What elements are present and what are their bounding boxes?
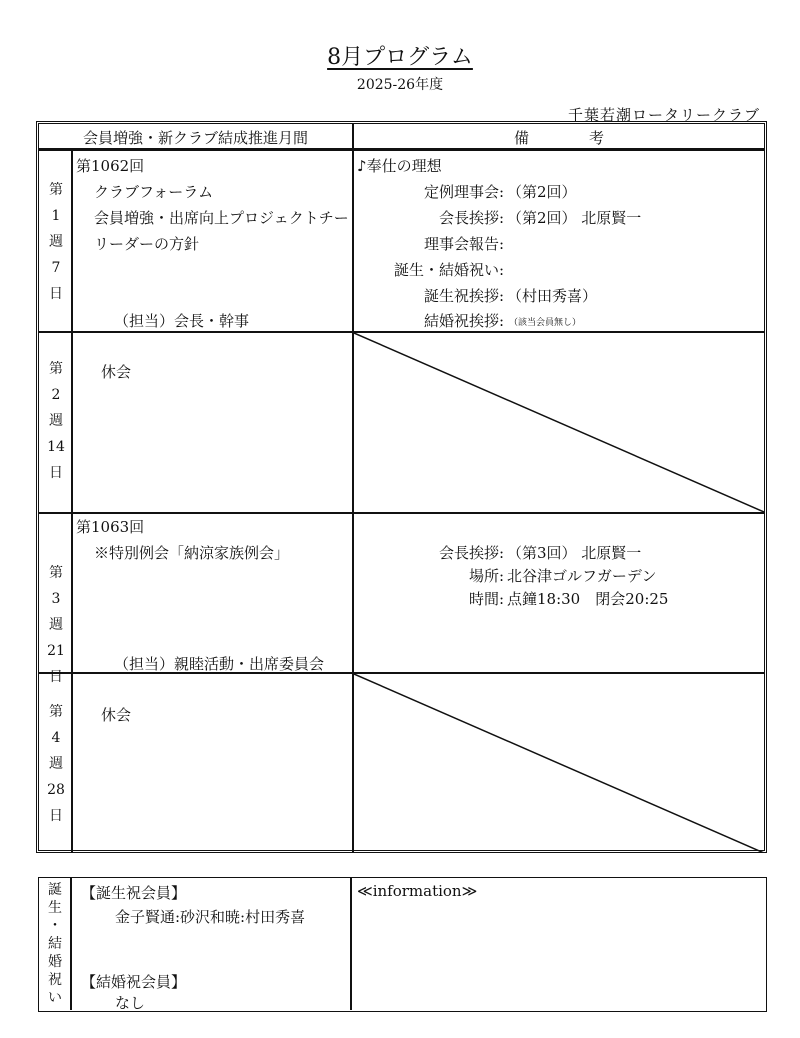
club-name: 千葉若潮ロータリークラブ — [567, 106, 760, 124]
birthday-heading: 【誕生祝会員】 — [81, 884, 187, 902]
week-3-meeting-number: 第1063回 — [76, 518, 145, 536]
week-1-remark-label-4: 誕生・結婚祝い: — [393, 261, 504, 279]
week-1-line-3: リーダーの方針 — [94, 235, 200, 253]
week-4-label: 第 4 週 28 日 — [47, 704, 65, 824]
week-3-label: 第 3 週 21 日 — [47, 565, 65, 685]
week-3-remark-value-1: （第3回） 北原賢一 — [507, 544, 642, 562]
week-1-meeting-number: 第1062回 — [76, 157, 145, 175]
week-1-remark-label-6: 結婚祝挨拶: — [423, 312, 504, 330]
week-3-remark-label-2: 場所: — [468, 567, 504, 585]
week-1-remark-label-5: 誕生祝挨拶: — [423, 287, 504, 305]
week-1-remark-label-2: 会長挨拶: — [438, 209, 504, 227]
celebration-table — [38, 877, 767, 1012]
week-3-remark-value-2: 北谷津ゴルフガーデン — [507, 567, 657, 585]
week-3-line-1: ※特別例会「納涼家族例会」 — [94, 544, 290, 562]
schedule-table — [36, 121, 767, 853]
week-2-label: 第 2 週 14 日 — [47, 361, 65, 481]
header-divider — [39, 148, 764, 151]
week-1-charge: （担当）会長・幹事 — [114, 312, 250, 330]
week-1-remark-value-2: （第2回） 北原賢一 — [507, 209, 642, 227]
week-1-remark-value-5: （村田秀喜） — [507, 287, 598, 305]
week-column-divider — [71, 151, 73, 853]
week-3-remark-label-1: 会長挨拶: — [438, 544, 504, 562]
week-1-line-2: 会員増強・出席向上プロジェクトチー — [94, 209, 349, 227]
week-1-remark-value-6: （該当会員無し） — [509, 318, 582, 328]
left-column-header: 会員増強・新クラブ結成推進月間 — [82, 129, 308, 147]
week-3-remark-label-3: 時間: — [468, 590, 504, 608]
week-2-status: 休会 — [101, 363, 132, 381]
right-column-header: 備 考 — [513, 129, 604, 147]
week-1-line-1: クラブフォーラム — [94, 183, 214, 201]
week-1-remark-label-1: 定例理事会: — [423, 183, 504, 201]
page-title: 8月プログラム — [327, 45, 473, 70]
week-2-remarks-diagonal — [354, 333, 764, 512]
wedding-heading: 【結婚祝会員】 — [81, 973, 187, 991]
celebration-center-divider — [350, 878, 352, 1010]
birthday-members: 金子賢通:砂沢和暁:村田秀喜 — [115, 908, 306, 926]
week-4-remarks-diagonal — [354, 674, 764, 853]
week-4-status: 休会 — [101, 706, 132, 724]
wedding-members: なし — [115, 994, 146, 1012]
celebration-label: 誕 生 ・ 結 婚 祝 い — [48, 882, 62, 1006]
fiscal-year: 2025-26年度 — [356, 77, 444, 93]
celebration-label-divider — [70, 878, 72, 1010]
week-3-charge: （担当）親睦活動・出席委員会 — [114, 655, 325, 673]
week-1-remarks-heading: ♪奉仕の理想 — [357, 157, 442, 175]
week-1-remark-label-3: 理事会報告: — [423, 235, 504, 253]
week-1-remark-value-1: （第2回） — [507, 183, 577, 201]
row-divider-2 — [39, 512, 764, 514]
information-heading: ≪information≫ — [357, 882, 478, 900]
week-1-label: 第 1 週 7 日 — [49, 182, 63, 302]
week-3-remark-value-3: 点鐘18:30 閉会20:25 — [507, 590, 669, 608]
